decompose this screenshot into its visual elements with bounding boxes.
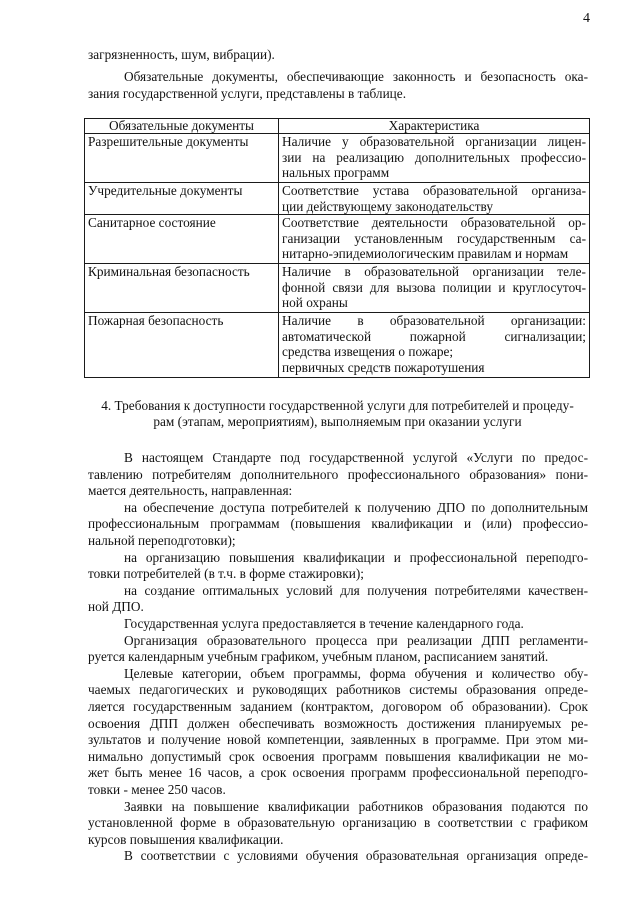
body-line: на создание оптимальных условий для получения потребителями качествен- [124,582,588,598]
body-line: жет быть менее 16 часов, а срок освоения программ профессиональной переподго- [88,765,588,781]
body-line: курсов повышения квалификации. [88,831,284,847]
body-line: на обеспечение доступа потребителей к получению ДПО по дополнительным [124,499,588,515]
body-line: нальной переподготовки); [88,533,236,548]
cell-line: фонной связи для вызова полиции и круглосуточ- [282,279,586,295]
cell-line: ганизации установленным государственным са- [282,230,586,246]
cell-line: зии на реализацию дополнительных профессио- [282,149,586,165]
table-row [85,313,590,378]
body-line: ляется государственным заданием (контрактом, договором об образовании). Срок [88,699,588,714]
section-heading: рам (этапам, мероприятиям), выполняемым при оказании услуги [153,414,522,429]
doc-characteristic-cell [279,313,590,378]
body-line: Заявки на повышение квалификации работников образования подаются по [124,798,588,814]
table-row [85,134,590,183]
section-heading: 4. Требования к доступности государственной услуги для потребителей и процеду- [101,398,574,413]
body-line: профессиональным программам (повышения квалификации и (или) профессио- [88,516,588,532]
body-line: мается деятельность, направленная: [88,483,293,499]
cell-line: Наличие у образовательной организации лицен- [282,134,586,149]
doc-characteristic-cell [279,264,590,313]
doc-characteristic-cell [279,183,590,215]
cell-line: первичных средств пожаротушения [282,359,485,375]
body-line: на организацию повышения квалификации и профессиональной переподго- [124,549,588,565]
body-line: Государственная услуга предоставляется в течение календарного года. [124,616,524,631]
body-line: товки - менее 250 часов. [88,782,226,797]
doc-name-cell: Разрешительные документы [85,134,279,183]
cell-line: Соответствие устава образовательной организа- [282,183,586,198]
table-header-characteristic: Характеристика [279,119,590,134]
body-line: Организация образовательного процесса при реализации ДПП регламенти- [124,632,588,648]
required-documents-table [84,118,590,378]
table-row [85,264,590,313]
cell-line: Наличие в образовательной организации теле- [282,264,586,279]
body-line: тавлению потребителям дополнительного профессионального образования» пони- [88,466,588,482]
body-line: В настоящем Стандарте под государственной услугой «Услуги по предос- [124,450,588,465]
cell-line: ции действующему законодательству [282,198,493,214]
body-line: установленной форме в образовательную организацию в соответствии с графиком [88,815,588,831]
doc-name-cell: Санитарное состояние [85,215,279,264]
body-line: чаемых педагогических и руководящих работников системы образования опреде- [88,682,588,698]
doc-characteristic-cell [279,134,590,183]
body-line: товки потребителей (в т.ч. в форме стажировки); [88,566,364,582]
cell-line: нитарно-эпидемиологическим правилам и нормам [282,246,569,261]
cell-line: автоматической пожарной сигнализации; [282,328,586,344]
intro-line: Обязательные документы, обеспечивающие законность и безопасность ока- [124,69,588,84]
body-line: Целевые категории, объем программы, форма обучения и количество обу- [124,665,588,681]
cell-line: Наличие в образовательной организации: [282,313,586,328]
table-row [85,183,590,215]
table-row [85,215,590,264]
cell-line: средства извещения о пожаре; [282,344,454,359]
body-line: освоения ДПП должен обеспечивать возможность достижения планируемых ре- [88,715,588,731]
body-line: руется календарным учебным графиком, учебным планом, расписанием занятий. [88,649,549,665]
body-line: нимально допустимый срок освоения программ повышения квалификации не мо- [88,748,588,764]
doc-characteristic-cell [279,215,590,264]
page-number: 4 [583,11,590,26]
cell-line: ной охраны [282,295,348,310]
cell-line: Соответствие деятельности образовательной ор- [282,215,586,230]
table-header-documents: Обязательные документы [85,119,279,134]
doc-name-cell: Учредительные документы [85,183,279,215]
doc-name-cell: Криминальная безопасность [85,264,279,313]
body-line: В соответствии с условиями обучения образовательная организация опреде- [124,848,588,864]
doc-name-cell: Пожарная безопасность [85,313,279,378]
body-line: ной ДПО. [88,599,144,615]
intro-line: зания государственной услуги, представлены в таблице. [88,86,407,101]
body-line: зультатов и получение новой компетенции, заявленных в программе. При этом ми- [88,732,588,748]
cell-line: нальных программ [282,165,390,180]
intro-line: загрязненность, шум, вибрации). [88,47,275,62]
